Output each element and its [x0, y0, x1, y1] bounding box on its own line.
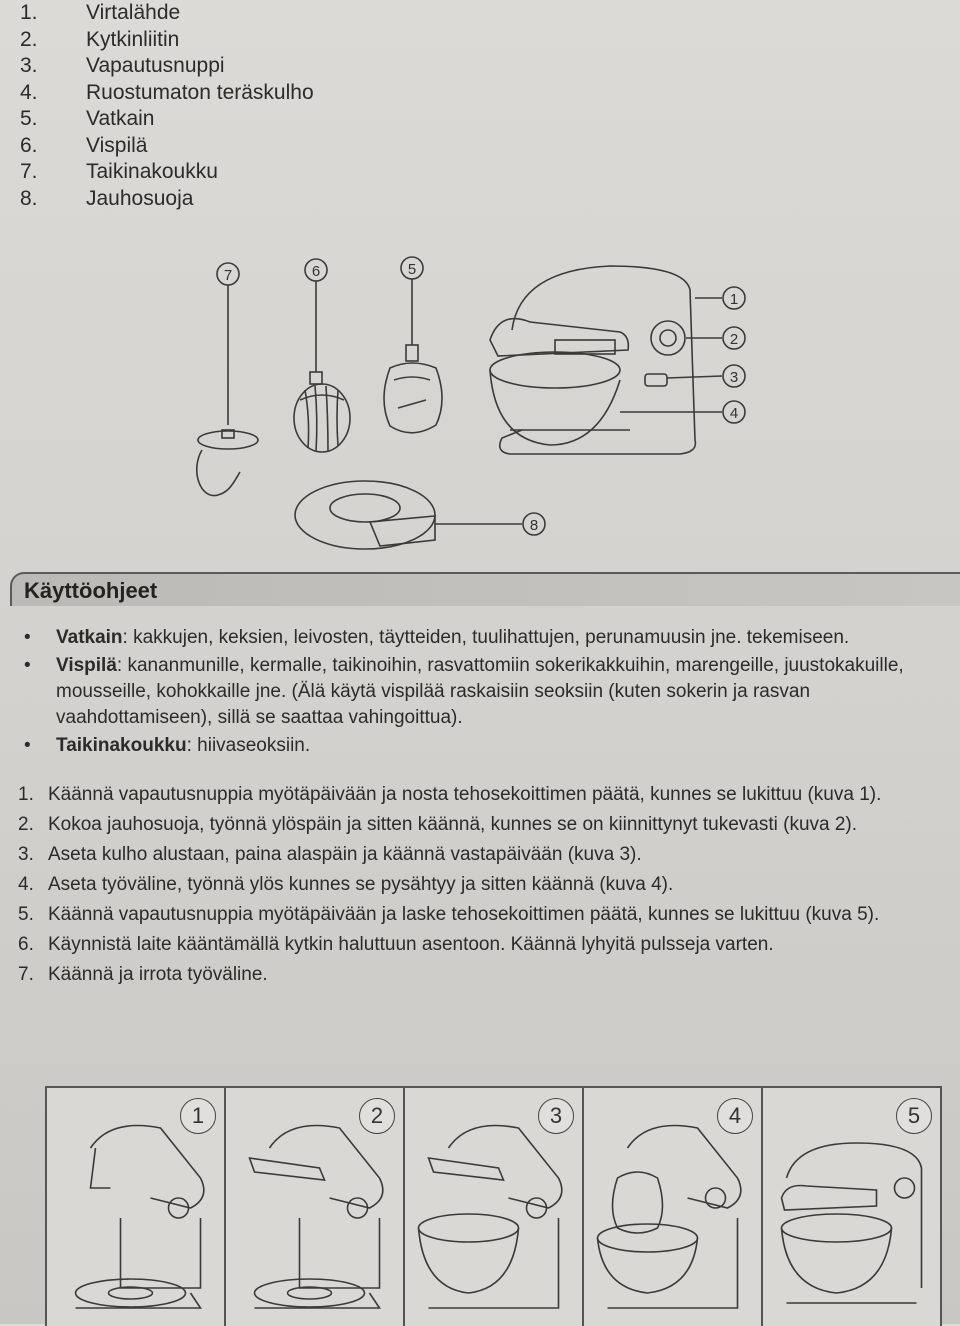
- parts-list-item: 4. Ruostumaton teräskulho: [20, 80, 314, 104]
- beater-icon: [384, 363, 442, 433]
- stand-mixer-icon: [490, 266, 695, 454]
- figure-number-badge: 2: [359, 1098, 395, 1134]
- parts-list-item: 3. Vapautusnuppi: [20, 54, 225, 77]
- callout-6: 6: [311, 263, 321, 280]
- section-header: [10, 572, 960, 606]
- parts-list-item: 6. Vispilä: [20, 133, 148, 157]
- parts-list-item: 7. Taikinakoukku: [20, 160, 218, 183]
- bullet-icon: •: [24, 735, 31, 756]
- figure-number-badge: 3: [538, 1098, 574, 1134]
- callout-8: 8: [529, 517, 539, 534]
- parts-list-item: 5. Vatkain: [20, 107, 155, 130]
- figure-panel-3: [405, 1088, 584, 1326]
- flour-shield-icon: [295, 481, 435, 549]
- parts-list-item: 2. Kytkinliitin: [20, 27, 180, 51]
- list-item: 7. Käännä ja irrota työväline.: [18, 964, 268, 985]
- instruction-steps: [18, 782, 953, 992]
- list-item: 2. Kokoa jauhosuoja, työnnä ylöspäin ja sitten käännä, kunnes se on kiinnittynyt tukevasti (kuva 2).: [18, 814, 858, 835]
- callout-5: 5: [407, 261, 417, 278]
- figure-panel-4: [584, 1088, 763, 1326]
- parts-diagram-illustration: [150, 240, 810, 570]
- callout-4: 4: [729, 405, 739, 422]
- figure-number-badge: 4: [717, 1098, 753, 1134]
- callout-3: 3: [729, 369, 739, 386]
- parts-list-item: 1. Virtalähde: [20, 1, 181, 24]
- attachment-uses-list: [18, 625, 958, 761]
- callout-7: 7: [223, 267, 233, 284]
- figure-panel-5: [763, 1088, 940, 1326]
- parts-list: [20, 0, 314, 212]
- section-title: Käyttöohjeet: [24, 578, 158, 603]
- list-item: 5. Käännä vapautusnuppia myötäpäivään ja laske tehosekoittimen päätä, kunnes se lukittuu (kuva 5).: [18, 904, 880, 925]
- whisk-icon: [294, 384, 350, 452]
- list-item: 4. Aseta työväline, työnnä ylös kunnes se pysähtyy ja sitten käännä (kuva 4).: [18, 874, 674, 895]
- list-item: 1. Käännä vapautusnuppia myötäpäivään ja nosta tehosekoittimen päätä, kunnes se lukittuu (kuva 1).: [18, 784, 882, 805]
- callout-1: 1: [729, 291, 739, 308]
- figure-panel-1: [47, 1088, 226, 1326]
- list-item: • Vatkain: kakkujen, keksien, leivosten, täytteiden, tuulihattujen, perunamuusin jne. tekemiseen.: [18, 625, 958, 651]
- list-item: • Taikinakoukku: hiivaseoksiin.: [18, 733, 958, 759]
- figure-panel-2: [226, 1088, 405, 1326]
- list-item: 6. Käynnistä laite kääntämällä kytkin haluttuun asentoon. Käännä lyhyitä pulsseja varten.: [18, 934, 774, 955]
- bullet-icon: •: [24, 655, 31, 676]
- bullet-icon: •: [24, 627, 31, 648]
- callout-2: 2: [729, 331, 739, 348]
- figure-number-badge: 5: [896, 1098, 932, 1134]
- figure-panels: [45, 1086, 942, 1326]
- dough-hook-icon: [198, 431, 258, 449]
- list-item: • Vispilä: kananmunille, kermalle, taikinoihin, rasvattomiin sokerikakkuihin, marengeille, juustokakuille, mousseille, kohokkaille jne. (Älä käytä vispilää raskaisiin seoksiin (kuten sokerin ja rasvan vaahdottamiseen), sillä se saattaa vahingoittua).: [18, 653, 958, 731]
- list-item: 3. Aseta kulho alustaan, paina alaspäin ja käännä vastapäivään (kuva 3).: [18, 844, 642, 865]
- parts-diagram: [150, 240, 810, 570]
- parts-list-item: 8. Jauhosuoja: [20, 186, 194, 210]
- figure-number-badge: 1: [180, 1098, 216, 1134]
